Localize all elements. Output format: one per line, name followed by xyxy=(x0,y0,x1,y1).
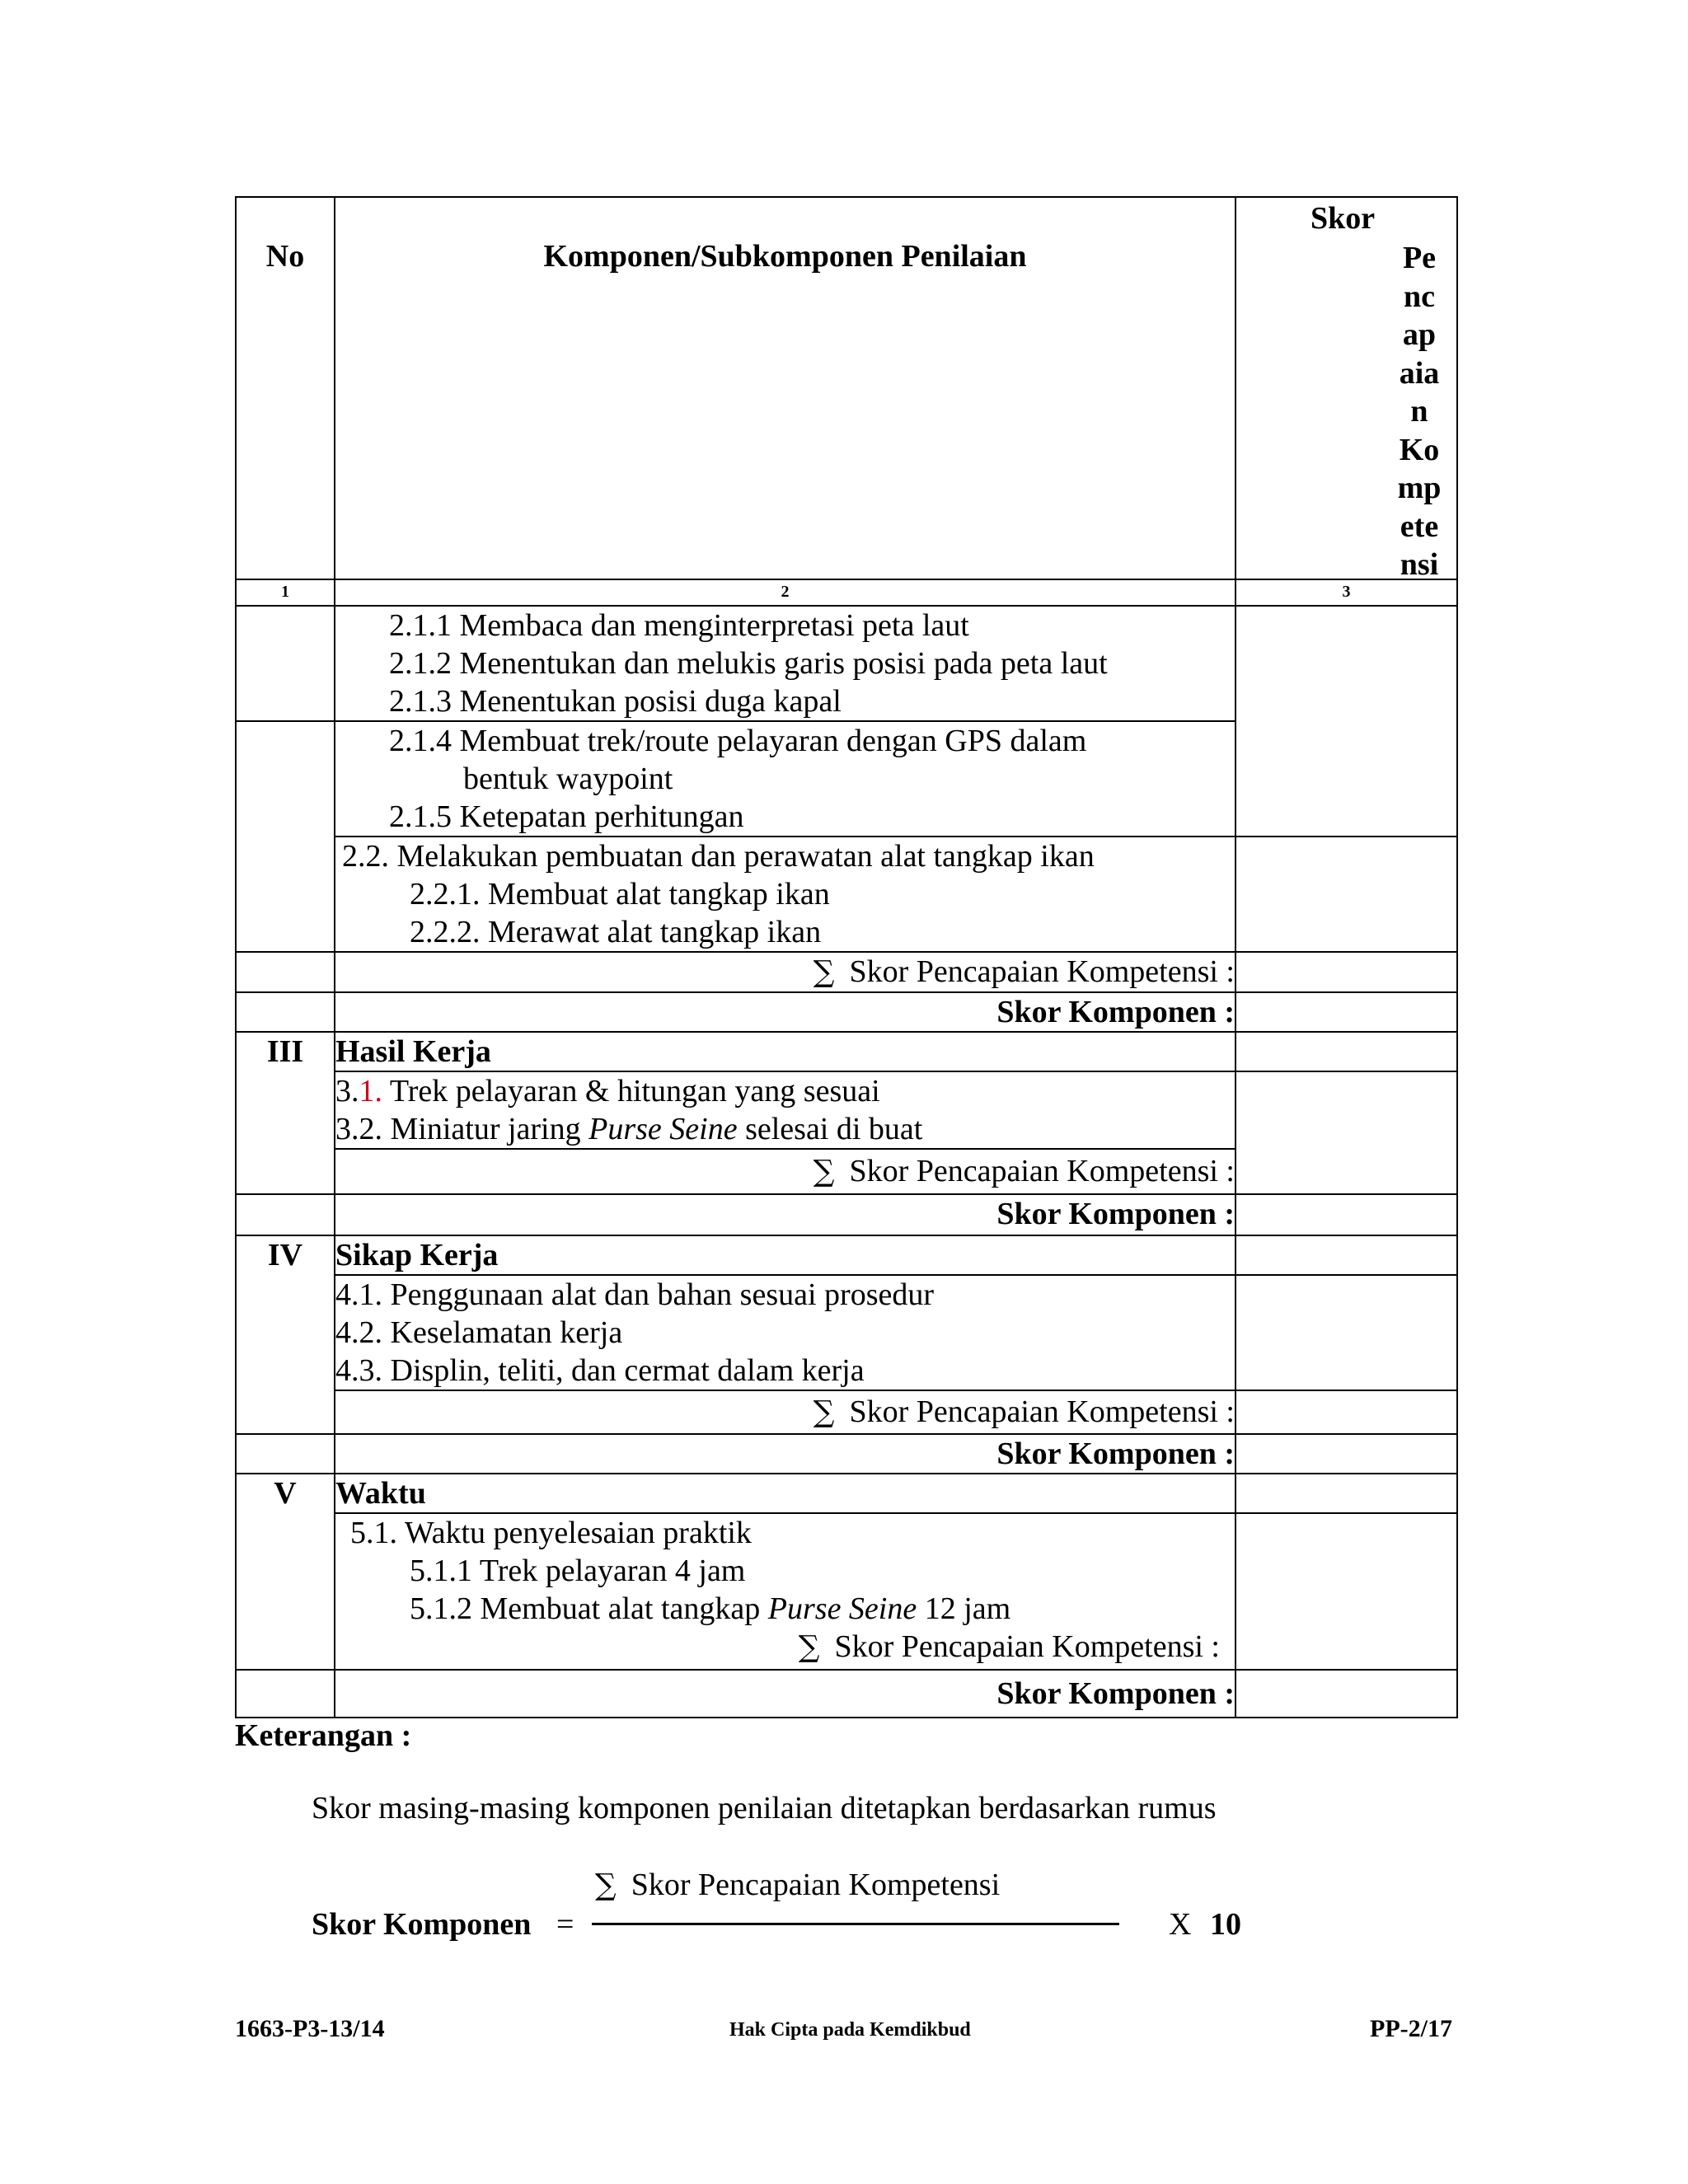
table-row xyxy=(236,837,1457,952)
header-no: No xyxy=(236,197,335,579)
subcomponent-item: 5.1.1 Trek pelayaran 4 jam xyxy=(410,1554,746,1588)
column-index: 3 xyxy=(1236,579,1457,606)
subcomponent-block xyxy=(335,1275,1236,1390)
item-number: 3. xyxy=(335,1074,359,1108)
subcomponent-item: bentuk waypoint xyxy=(463,762,673,796)
formula-label: Skor Komponen xyxy=(312,1907,532,1942)
header-skor-part: nsi xyxy=(1400,547,1439,582)
sum-icon: ∑ xyxy=(813,1155,835,1188)
table-row xyxy=(236,1513,1457,1670)
no-cell xyxy=(236,721,335,952)
no-cell xyxy=(236,1670,335,1718)
subcomponent-block xyxy=(335,606,1236,721)
sum-row xyxy=(236,952,1457,992)
subcomponent-block xyxy=(335,1071,1236,1149)
subcomponent-item: 4.3. Displin, teliti, dan cermat dalam kerja xyxy=(335,1353,865,1388)
sum-label: Skor Pencapaian Kompetensi : xyxy=(849,1394,1235,1429)
notes-heading: Keterangan : xyxy=(235,1718,412,1753)
notes-description: Skor masing-masing komponen penilaian ditetapkan berdasarkan rumus xyxy=(312,1791,1217,1825)
formula-numerator-text: Skor Pencapaian Kompetensi xyxy=(631,1868,1001,1902)
score-cell xyxy=(1236,1071,1457,1194)
header-skor-part: ap xyxy=(1402,317,1437,352)
sum-label: Skor Pencapaian Kompetensi : xyxy=(834,1629,1220,1664)
sum-label: Skor Pencapaian Kompetensi : xyxy=(849,954,1235,989)
column-index: 2 xyxy=(335,579,1236,606)
subcomponent-item: 2.1.2 Menentukan dan melukis garis posisi pada peta laut xyxy=(389,646,1108,681)
subcomponent-item: 5.1. Waktu penyelesaian praktik xyxy=(350,1516,752,1550)
no-cell xyxy=(236,952,335,992)
item-text: 5.1.2 Membuat alat tangkap xyxy=(410,1591,768,1626)
header-skor-part: aia xyxy=(1399,355,1440,391)
item-text: Trek pelayaran & hitungan yang sesuai xyxy=(382,1074,880,1108)
score-cell xyxy=(1236,1670,1457,1718)
item-italic: Purse Seine xyxy=(767,1591,917,1626)
item-text: 12 jam xyxy=(917,1591,1011,1626)
header-skor-part: nc xyxy=(1404,279,1435,314)
sum-icon: ∑ xyxy=(813,955,835,989)
subcomponent-block xyxy=(335,837,1236,952)
score-cell xyxy=(1236,1390,1457,1434)
component-score-label: Skor Komponen : xyxy=(335,1434,1236,1474)
component-score-row xyxy=(236,1434,1457,1474)
component-score-row xyxy=(236,1194,1457,1235)
component-score-row xyxy=(236,1670,1457,1718)
table-row xyxy=(236,1071,1457,1149)
header-skor-part: ete xyxy=(1400,509,1439,544)
sum-icon: ∑ xyxy=(813,1395,835,1429)
subcomponent-item xyxy=(335,1110,1235,1148)
component-score-label: Skor Komponen : xyxy=(335,992,1236,1032)
sum-row xyxy=(236,1390,1457,1434)
component-score-label: Skor Komponen : xyxy=(335,1670,1236,1718)
sum-label-cell xyxy=(335,1390,1236,1434)
subcomponent-item: 2.1.1 Membaca dan menginterpretasi peta laut xyxy=(389,608,969,643)
score-cell xyxy=(1236,1194,1457,1235)
section-title-row xyxy=(236,1235,1457,1275)
no-cell xyxy=(236,606,335,721)
subcomponent-item xyxy=(335,1590,1235,1628)
subcomponent-item: 2.1.4 Membuat trek/route pelayaran dengan GPS dalam xyxy=(389,724,1087,758)
no-cell xyxy=(236,1434,335,1474)
sum-label-cell xyxy=(335,952,1236,992)
score-cell xyxy=(1236,1434,1457,1474)
formula-factor: 10 xyxy=(1210,1907,1241,1942)
table-row xyxy=(236,1275,1457,1390)
section-number: III xyxy=(236,1032,335,1194)
sum-icon: ∑ xyxy=(595,1868,617,1902)
header-skor xyxy=(1236,197,1457,582)
section-number: IV xyxy=(236,1235,335,1434)
subcomponent-block xyxy=(335,721,1236,837)
score-cell xyxy=(1236,606,1457,837)
sum-label-cell xyxy=(335,1628,1235,1666)
header-skor-first: Skor xyxy=(1311,201,1376,236)
column-index-row xyxy=(236,579,1457,606)
section-title-row xyxy=(236,1474,1457,1513)
component-score-row xyxy=(236,992,1457,1032)
assessment-table xyxy=(235,196,1458,1718)
score-cell xyxy=(1236,1513,1457,1670)
subcomponent-item: 4.1. Penggunaan alat dan bahan sesuai prosedur xyxy=(335,1277,935,1312)
item-italic: Purse Seine xyxy=(588,1112,738,1146)
table-row xyxy=(236,606,1457,721)
header-skor-part: Ko xyxy=(1399,432,1440,467)
subcomponent-item: 2.1.3 Menentukan posisi duga kapal xyxy=(389,684,842,719)
section-number: V xyxy=(236,1474,335,1670)
header-skor-part: n xyxy=(1410,394,1428,429)
header-skor-stack xyxy=(1395,239,1444,584)
score-cell xyxy=(1236,1275,1457,1390)
subcomponent-item: 4.2. Keselamatan kerja xyxy=(335,1315,623,1350)
formula-multiply: X xyxy=(1169,1907,1192,1942)
subcomponent-item: 2.2.1. Membuat alat tangkap ikan xyxy=(410,877,830,912)
subcomponent-item: 2.2.2. Merawat alat tangkap ikan xyxy=(410,915,822,949)
item-number-red: 1. xyxy=(359,1074,382,1108)
sum-label-cell xyxy=(335,1149,1236,1194)
item-text: 3.2. Miniatur jaring xyxy=(335,1112,589,1146)
score-cell xyxy=(1236,1474,1457,1513)
subcomponent-block xyxy=(335,1513,1236,1670)
section-title: Sikap Kerja xyxy=(335,1235,1236,1275)
header-komponen: Komponen/Subkomponen Penilaian xyxy=(335,197,1236,579)
sum-icon: ∑ xyxy=(798,1630,820,1664)
score-cell xyxy=(1236,992,1457,1032)
score-cell xyxy=(1236,837,1457,952)
footer-copyright: Hak Cipta pada Kemdikbud xyxy=(729,2019,971,2041)
column-index: 1 xyxy=(236,579,335,606)
footer-code: 1663-P3-13/14 xyxy=(235,2015,385,2042)
header-skor-part: mp xyxy=(1397,471,1442,505)
subcomponent-item: 2.2. Melakukan pembuatan dan perawatan alat tangkap ikan xyxy=(342,839,1095,874)
component-score-label: Skor Komponen : xyxy=(335,1194,1236,1235)
no-cell xyxy=(236,1194,335,1235)
section-title-row xyxy=(236,1032,1457,1071)
section-title: Hasil Kerja xyxy=(335,1032,1236,1071)
score-cell xyxy=(1236,952,1457,992)
sum-label: Skor Pencapaian Kompetensi : xyxy=(849,1154,1235,1188)
subcomponent-item xyxy=(335,1072,1235,1110)
score-cell xyxy=(1236,1235,1457,1275)
footer-page: PP-2/17 xyxy=(1370,2015,1452,2042)
subcomponent-item: 2.1.5 Ketepatan perhitungan xyxy=(389,799,744,834)
formula-numerator xyxy=(595,1867,1000,1903)
item-text: selesai di buat xyxy=(737,1112,923,1146)
fraction-bar xyxy=(592,1923,1119,1925)
header-skor-part: Pe xyxy=(1402,241,1437,275)
no-cell xyxy=(236,992,335,1032)
formula-equals: = xyxy=(556,1907,574,1942)
table-header-row xyxy=(236,197,1457,579)
section-title: Waktu xyxy=(335,1474,1236,1513)
score-cell xyxy=(1236,1032,1457,1071)
